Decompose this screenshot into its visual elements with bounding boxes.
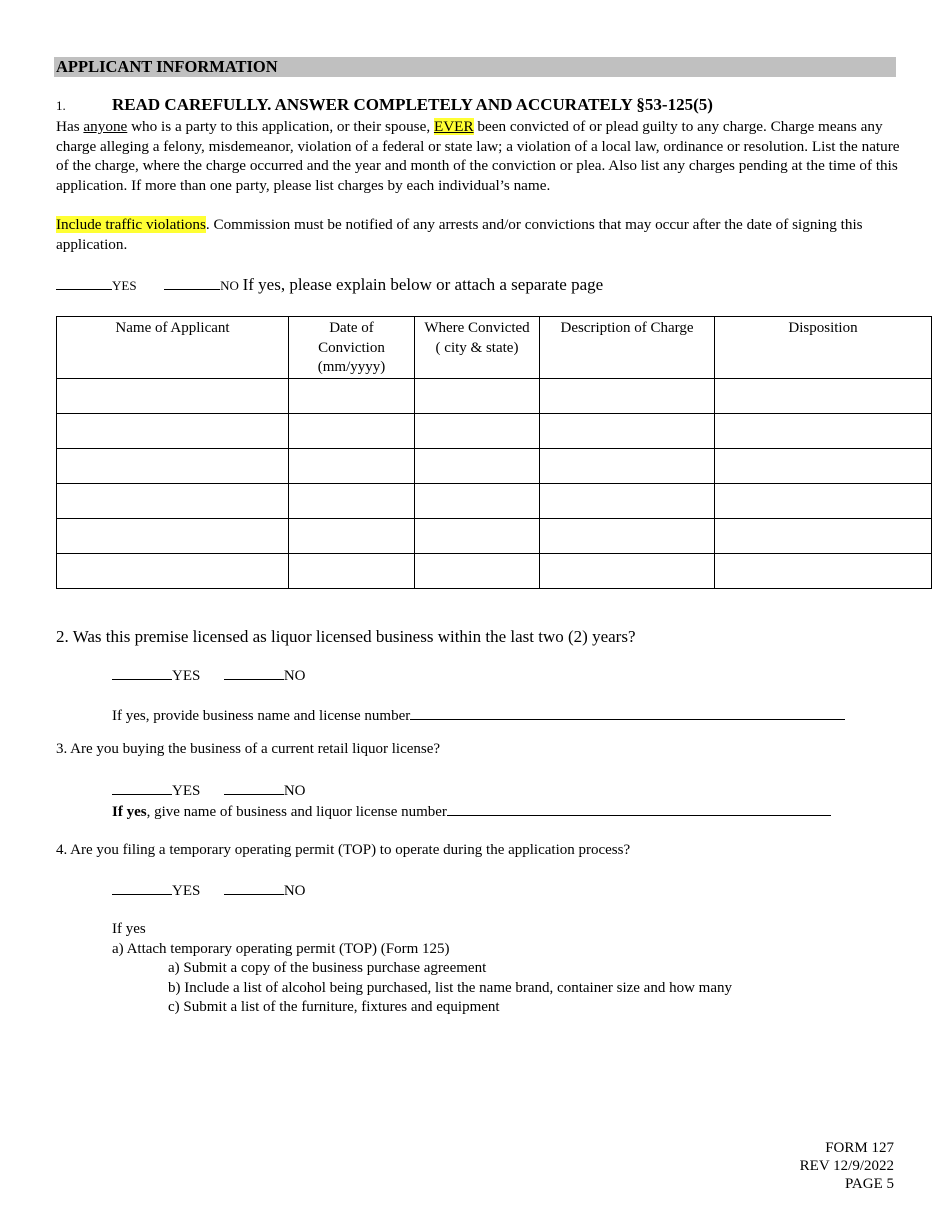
sub-item: a) Submit a copy of the business purchase agreement — [168, 960, 487, 977]
table-cell[interactable] — [415, 448, 540, 483]
text: . Commission must be notified of any arrests and/or convictions that may occur after the date of signing this application. — [56, 216, 863, 253]
table-cell[interactable] — [540, 378, 715, 413]
table-row — [57, 448, 932, 483]
table-cell[interactable] — [715, 553, 932, 588]
table-row — [57, 553, 932, 588]
yes-blank[interactable] — [56, 276, 112, 290]
text: who is a party to this application, or their spouse, — [127, 118, 434, 135]
page-number: PAGE 5 — [844, 1176, 894, 1192]
column-header: Where Convicted ( city & state) — [415, 317, 540, 379]
table-cell[interactable] — [715, 518, 932, 553]
yes-blank[interactable] — [112, 781, 172, 795]
table-cell[interactable] — [415, 413, 540, 448]
table-cell[interactable] — [540, 448, 715, 483]
followup-text: , give name of business and liquor license number — [146, 804, 447, 820]
anyone-emphasis: anyone — [83, 118, 128, 135]
question-3-followup — [112, 802, 831, 821]
no-blank[interactable] — [164, 276, 220, 290]
revision-date: REV 12/9/2022 — [799, 1158, 894, 1174]
table-cell[interactable] — [289, 378, 415, 413]
explain-text: If yes, please explain below or attach a separate page — [242, 275, 604, 294]
question-4-answer — [112, 881, 306, 900]
yes-label: YES — [172, 883, 201, 899]
sub-item: c) Submit a list of the furniture, fixtures and equipment — [168, 999, 500, 1016]
table-cell[interactable] — [715, 448, 932, 483]
no-label: NO — [283, 883, 306, 899]
table-cell[interactable] — [540, 413, 715, 448]
section-title: APPLICANT INFORMATION — [54, 57, 896, 77]
question-4-text: 4. Are you filing a temporary operating permit (TOP) to operate during the application process? — [56, 842, 631, 858]
table-row — [57, 413, 932, 448]
table-cell[interactable] — [57, 518, 289, 553]
table-row — [57, 518, 932, 553]
question-1-heading: READ CAREFULLY. ANSWER COMPLETELY AND ACCURATELY §53-125(5) — [112, 95, 713, 114]
table-cell[interactable] — [715, 483, 932, 518]
table-cell[interactable] — [540, 483, 715, 518]
form-footer — [800, 1139, 894, 1193]
table-cell[interactable] — [289, 448, 415, 483]
if-yes-bold: If yes — [112, 804, 147, 820]
table-cell[interactable] — [415, 483, 540, 518]
column-header: Date of Conviction (mm/yyyy) — [289, 317, 415, 379]
table-cell[interactable] — [415, 378, 540, 413]
column-header: Name of Applicant — [57, 317, 289, 379]
yes-blank[interactable] — [112, 666, 172, 680]
table-cell[interactable] — [57, 448, 289, 483]
table-cell[interactable] — [57, 483, 289, 518]
no-label: NO — [283, 783, 306, 799]
table-cell[interactable] — [57, 413, 289, 448]
table-row — [57, 378, 932, 413]
table-cell[interactable] — [57, 553, 289, 588]
yes-label: YES — [172, 783, 201, 799]
table-header-row — [57, 317, 932, 379]
question-1-notice — [56, 215, 901, 254]
table-row — [57, 483, 932, 518]
no-blank[interactable] — [224, 881, 284, 895]
column-header: Disposition — [715, 317, 932, 379]
column-header: Description of Charge — [540, 317, 715, 379]
instruction-item-a: a) Attach temporary operating permit (TOP) (Form 125) — [112, 940, 450, 957]
question-3-text: 3. Are you buying the business of a current retail liquor license? — [56, 741, 441, 757]
table-cell[interactable] — [289, 483, 415, 518]
business-license-field[interactable] — [447, 802, 831, 816]
if-yes-text: If yes — [112, 921, 146, 937]
yes-blank[interactable] — [112, 881, 172, 895]
question-1-number: 1. — [56, 98, 66, 113]
yes-label: YES — [112, 278, 137, 293]
question-2-followup — [112, 706, 845, 725]
no-label: NO — [220, 278, 239, 293]
table-cell[interactable] — [415, 518, 540, 553]
question-2 — [56, 627, 636, 647]
table-cell[interactable] — [540, 518, 715, 553]
table-cell[interactable] — [540, 553, 715, 588]
form-number: FORM 127 — [825, 1140, 894, 1156]
ever-highlight: EVER — [433, 118, 474, 135]
question-3-answer — [112, 781, 306, 800]
table-cell[interactable] — [289, 553, 415, 588]
table-cell[interactable] — [57, 378, 289, 413]
table-cell[interactable] — [289, 518, 415, 553]
table-cell[interactable] — [289, 413, 415, 448]
question-4-instructions — [112, 920, 732, 1018]
question-2-text: 2. Was this premise licensed as liquor licensed business within the last two (2) years? — [56, 627, 636, 646]
convictions-table — [56, 316, 932, 589]
business-license-field[interactable] — [410, 706, 845, 720]
no-label: NO — [283, 668, 306, 684]
sub-item: b) Include a list of alcohol being purchased, list the name brand, container size and how many — [168, 979, 732, 996]
question-2-answer — [112, 666, 306, 685]
traffic-violations-highlight: Include traffic violations — [56, 216, 206, 233]
table-cell[interactable] — [715, 378, 932, 413]
no-blank[interactable] — [224, 781, 284, 795]
table-cell[interactable] — [715, 413, 932, 448]
text: Has — [56, 118, 84, 135]
followup-text: If yes, provide business name and license number — [112, 708, 411, 724]
question-1-paragraph — [56, 117, 901, 195]
question-1-answer — [56, 275, 603, 295]
no-blank[interactable] — [224, 666, 284, 680]
yes-label: YES — [172, 668, 201, 684]
text: been convicted of or plead guilty to any charge. Charge means any charge alleging a felony, misdemeanor, violation of a federal or state law; a violation of a local law, ordinance or resolution. List the nature of the charge, where the charge occurred and the year and month of the conviction or plea. Also list any charges pending at the time of this application. If more than one party, please list charges by each individual’s name. — [56, 118, 900, 194]
table-cell[interactable] — [415, 553, 540, 588]
